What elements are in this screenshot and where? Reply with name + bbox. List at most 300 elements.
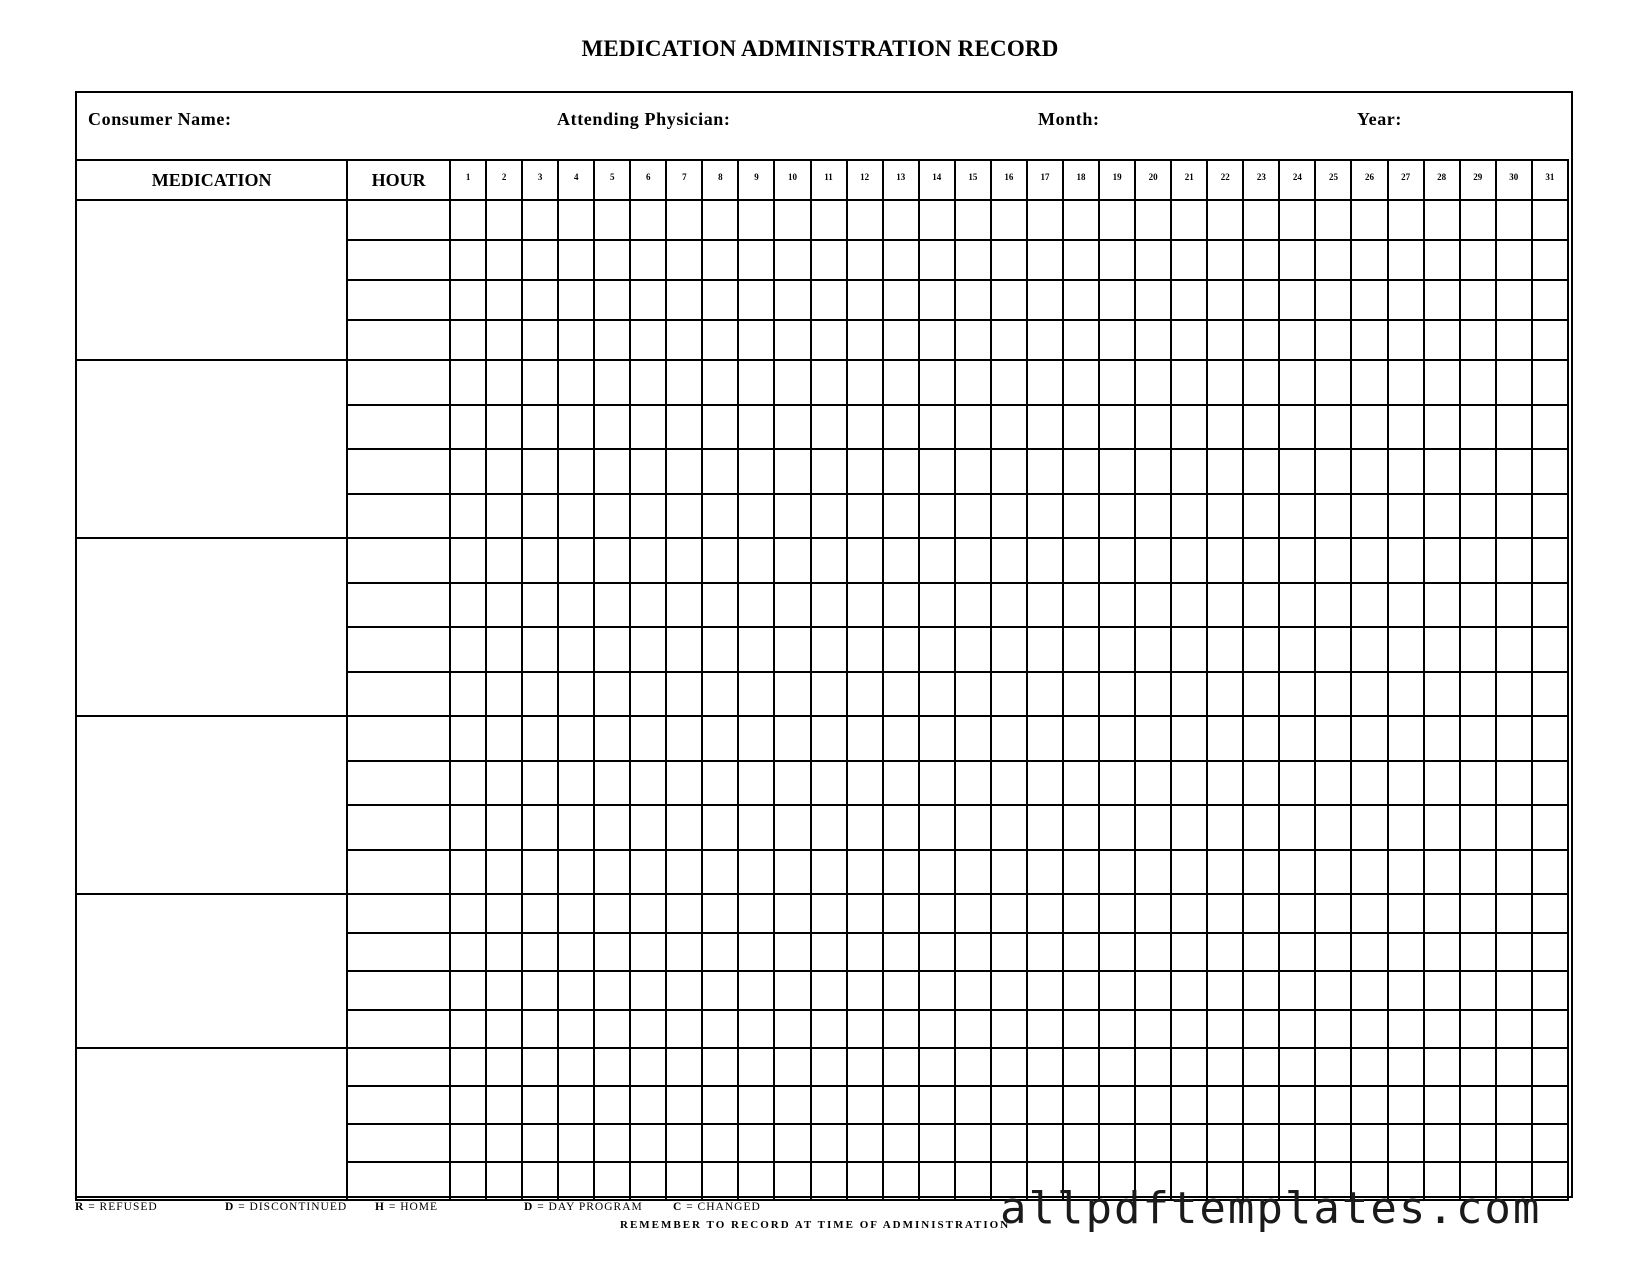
day-entry-cell[interactable] <box>1063 360 1099 405</box>
day-entry-cell[interactable] <box>811 627 847 672</box>
day-entry-cell[interactable] <box>666 971 702 1010</box>
day-entry-cell[interactable] <box>1351 320 1387 360</box>
day-entry-cell[interactable] <box>594 405 630 450</box>
day-entry-cell[interactable] <box>450 1124 486 1162</box>
day-entry-cell[interactable] <box>1243 405 1279 450</box>
day-entry-cell[interactable] <box>594 449 630 494</box>
day-entry-cell[interactable] <box>558 449 594 494</box>
day-entry-cell[interactable] <box>1315 583 1351 628</box>
day-entry-cell[interactable] <box>1388 971 1424 1010</box>
day-entry-cell[interactable] <box>1063 494 1099 539</box>
day-entry-cell[interactable] <box>883 538 919 583</box>
day-entry-cell[interactable] <box>1027 1010 1063 1049</box>
day-entry-cell[interactable] <box>955 360 991 405</box>
day-entry-cell[interactable] <box>847 449 883 494</box>
day-entry-cell[interactable] <box>450 280 486 320</box>
day-entry-cell[interactable] <box>1099 933 1135 972</box>
day-entry-cell[interactable] <box>1099 1048 1135 1086</box>
day-entry-cell[interactable] <box>1063 1010 1099 1049</box>
day-entry-cell[interactable] <box>1388 1124 1424 1162</box>
day-entry-cell[interactable] <box>811 971 847 1010</box>
day-entry-cell[interactable] <box>594 716 630 761</box>
day-entry-cell[interactable] <box>1496 894 1532 933</box>
day-entry-cell[interactable] <box>630 761 666 806</box>
day-entry-cell[interactable] <box>594 280 630 320</box>
day-entry-cell[interactable] <box>919 200 955 240</box>
day-entry-cell[interactable] <box>666 449 702 494</box>
day-entry-cell[interactable] <box>1027 320 1063 360</box>
day-entry-cell[interactable] <box>847 583 883 628</box>
day-entry-cell[interactable] <box>702 200 738 240</box>
day-entry-cell[interactable] <box>1243 850 1279 895</box>
day-entry-cell[interactable] <box>666 280 702 320</box>
day-entry-cell[interactable] <box>702 761 738 806</box>
day-entry-cell[interactable] <box>1351 494 1387 539</box>
day-entry-cell[interactable] <box>666 1162 702 1200</box>
day-entry-cell[interactable] <box>1135 1124 1171 1162</box>
day-entry-cell[interactable] <box>1388 933 1424 972</box>
day-entry-cell[interactable] <box>1279 280 1315 320</box>
day-entry-cell[interactable] <box>774 200 810 240</box>
day-entry-cell[interactable] <box>522 971 558 1010</box>
day-entry-cell[interactable] <box>666 627 702 672</box>
day-entry-cell[interactable] <box>1063 240 1099 280</box>
hour-entry-cell[interactable] <box>347 1048 450 1086</box>
day-entry-cell[interactable] <box>774 672 810 717</box>
day-entry-cell[interactable] <box>1135 280 1171 320</box>
day-entry-cell[interactable] <box>630 494 666 539</box>
day-entry-cell[interactable] <box>955 1048 991 1086</box>
day-entry-cell[interactable] <box>1135 240 1171 280</box>
day-entry-cell[interactable] <box>1063 538 1099 583</box>
day-entry-cell[interactable] <box>486 583 522 628</box>
day-entry-cell[interactable] <box>702 971 738 1010</box>
day-entry-cell[interactable] <box>558 850 594 895</box>
day-entry-cell[interactable] <box>919 360 955 405</box>
day-entry-cell[interactable] <box>1279 405 1315 450</box>
day-entry-cell[interactable] <box>883 280 919 320</box>
day-entry-cell[interactable] <box>1243 971 1279 1010</box>
day-entry-cell[interactable] <box>1532 1124 1568 1162</box>
day-entry-cell[interactable] <box>1279 933 1315 972</box>
day-entry-cell[interactable] <box>450 933 486 972</box>
day-entry-cell[interactable] <box>847 360 883 405</box>
day-entry-cell[interactable] <box>1135 805 1171 850</box>
day-entry-cell[interactable] <box>883 405 919 450</box>
day-entry-cell[interactable] <box>1424 1048 1460 1086</box>
day-entry-cell[interactable] <box>774 538 810 583</box>
day-entry-cell[interactable] <box>1460 850 1496 895</box>
day-entry-cell[interactable] <box>1027 583 1063 628</box>
day-entry-cell[interactable] <box>594 1086 630 1124</box>
day-entry-cell[interactable] <box>558 1086 594 1124</box>
day-entry-cell[interactable] <box>1171 405 1207 450</box>
day-entry-cell[interactable] <box>1315 1086 1351 1124</box>
day-entry-cell[interactable] <box>522 894 558 933</box>
day-entry-cell[interactable] <box>1315 1010 1351 1049</box>
day-entry-cell[interactable] <box>1315 894 1351 933</box>
day-entry-cell[interactable] <box>594 672 630 717</box>
day-entry-cell[interactable] <box>522 850 558 895</box>
day-entry-cell[interactable] <box>486 1124 522 1162</box>
day-entry-cell[interactable] <box>1279 850 1315 895</box>
day-entry-cell[interactable] <box>450 850 486 895</box>
day-entry-cell[interactable] <box>1207 1124 1243 1162</box>
day-entry-cell[interactable] <box>1243 280 1279 320</box>
day-entry-cell[interactable] <box>1388 716 1424 761</box>
day-entry-cell[interactable] <box>1460 583 1496 628</box>
day-entry-cell[interactable] <box>1496 240 1532 280</box>
day-entry-cell[interactable] <box>883 672 919 717</box>
day-entry-cell[interactable] <box>1171 761 1207 806</box>
day-entry-cell[interactable] <box>1388 240 1424 280</box>
day-entry-cell[interactable] <box>1532 1048 1568 1086</box>
day-entry-cell[interactable] <box>955 716 991 761</box>
day-entry-cell[interactable] <box>1063 672 1099 717</box>
day-entry-cell[interactable] <box>486 716 522 761</box>
day-entry-cell[interactable] <box>919 1162 955 1200</box>
hour-entry-cell[interactable] <box>347 761 450 806</box>
day-entry-cell[interactable] <box>630 716 666 761</box>
day-entry-cell[interactable] <box>1279 449 1315 494</box>
day-entry-cell[interactable] <box>1243 583 1279 628</box>
day-entry-cell[interactable] <box>1243 449 1279 494</box>
day-entry-cell[interactable] <box>450 360 486 405</box>
day-entry-cell[interactable] <box>919 538 955 583</box>
day-entry-cell[interactable] <box>1099 200 1135 240</box>
day-entry-cell[interactable] <box>1351 200 1387 240</box>
day-entry-cell[interactable] <box>1135 200 1171 240</box>
day-entry-cell[interactable] <box>1135 894 1171 933</box>
day-entry-cell[interactable] <box>630 405 666 450</box>
day-entry-cell[interactable] <box>522 320 558 360</box>
day-entry-cell[interactable] <box>1243 1124 1279 1162</box>
day-entry-cell[interactable] <box>1207 320 1243 360</box>
day-entry-cell[interactable] <box>1279 1086 1315 1124</box>
day-entry-cell[interactable] <box>1388 360 1424 405</box>
hour-entry-cell[interactable] <box>347 583 450 628</box>
day-entry-cell[interactable] <box>450 761 486 806</box>
day-entry-cell[interactable] <box>919 320 955 360</box>
day-entry-cell[interactable] <box>1171 1124 1207 1162</box>
day-entry-cell[interactable] <box>522 1086 558 1124</box>
day-entry-cell[interactable] <box>702 1010 738 1049</box>
day-entry-cell[interactable] <box>1532 1010 1568 1049</box>
day-entry-cell[interactable] <box>1027 360 1063 405</box>
day-entry-cell[interactable] <box>594 538 630 583</box>
day-entry-cell[interactable] <box>883 971 919 1010</box>
day-entry-cell[interactable] <box>991 1124 1027 1162</box>
day-entry-cell[interactable] <box>1460 538 1496 583</box>
day-entry-cell[interactable] <box>486 971 522 1010</box>
day-entry-cell[interactable] <box>1171 1010 1207 1049</box>
day-entry-cell[interactable] <box>1099 280 1135 320</box>
day-entry-cell[interactable] <box>630 280 666 320</box>
day-entry-cell[interactable] <box>1207 583 1243 628</box>
day-entry-cell[interactable] <box>1207 672 1243 717</box>
day-entry-cell[interactable] <box>486 627 522 672</box>
day-entry-cell[interactable] <box>1063 405 1099 450</box>
day-entry-cell[interactable] <box>666 1010 702 1049</box>
day-entry-cell[interactable] <box>1351 627 1387 672</box>
day-entry-cell[interactable] <box>1027 405 1063 450</box>
day-entry-cell[interactable] <box>1279 494 1315 539</box>
day-entry-cell[interactable] <box>1424 494 1460 539</box>
day-entry-cell[interactable] <box>522 672 558 717</box>
day-entry-cell[interactable] <box>847 716 883 761</box>
day-entry-cell[interactable] <box>450 672 486 717</box>
day-entry-cell[interactable] <box>738 1086 774 1124</box>
day-entry-cell[interactable] <box>522 200 558 240</box>
day-entry-cell[interactable] <box>486 894 522 933</box>
day-entry-cell[interactable] <box>955 1086 991 1124</box>
day-entry-cell[interactable] <box>955 1124 991 1162</box>
day-entry-cell[interactable] <box>738 320 774 360</box>
day-entry-cell[interactable] <box>630 933 666 972</box>
day-entry-cell[interactable] <box>1207 449 1243 494</box>
day-entry-cell[interactable] <box>1496 850 1532 895</box>
day-entry-cell[interactable] <box>1027 1086 1063 1124</box>
day-entry-cell[interactable] <box>847 1086 883 1124</box>
day-entry-cell[interactable] <box>738 360 774 405</box>
day-entry-cell[interactable] <box>847 280 883 320</box>
day-entry-cell[interactable] <box>1496 1048 1532 1086</box>
day-entry-cell[interactable] <box>1532 360 1568 405</box>
day-entry-cell[interactable] <box>955 200 991 240</box>
day-entry-cell[interactable] <box>1279 716 1315 761</box>
day-entry-cell[interactable] <box>883 583 919 628</box>
day-entry-cell[interactable] <box>594 1048 630 1086</box>
day-entry-cell[interactable] <box>1099 850 1135 895</box>
day-entry-cell[interactable] <box>811 716 847 761</box>
day-entry-cell[interactable] <box>450 1048 486 1086</box>
day-entry-cell[interactable] <box>1099 494 1135 539</box>
day-entry-cell[interactable] <box>702 494 738 539</box>
medication-entry-cell[interactable] <box>76 538 347 716</box>
day-entry-cell[interactable] <box>1532 1086 1568 1124</box>
day-entry-cell[interactable] <box>811 583 847 628</box>
day-entry-cell[interactable] <box>1171 240 1207 280</box>
day-entry-cell[interactable] <box>811 200 847 240</box>
day-entry-cell[interactable] <box>738 1124 774 1162</box>
day-entry-cell[interactable] <box>1279 805 1315 850</box>
day-entry-cell[interactable] <box>955 805 991 850</box>
day-entry-cell[interactable] <box>666 894 702 933</box>
day-entry-cell[interactable] <box>1424 627 1460 672</box>
day-entry-cell[interactable] <box>1388 1048 1424 1086</box>
day-entry-cell[interactable] <box>919 672 955 717</box>
day-entry-cell[interactable] <box>1424 894 1460 933</box>
day-entry-cell[interactable] <box>1532 894 1568 933</box>
day-entry-cell[interactable] <box>558 240 594 280</box>
day-entry-cell[interactable] <box>1315 716 1351 761</box>
day-entry-cell[interactable] <box>774 1086 810 1124</box>
day-entry-cell[interactable] <box>955 1162 991 1200</box>
day-entry-cell[interactable] <box>774 971 810 1010</box>
day-entry-cell[interactable] <box>919 280 955 320</box>
day-entry-cell[interactable] <box>1099 894 1135 933</box>
medication-entry-cell[interactable] <box>76 894 347 1048</box>
hour-entry-cell[interactable] <box>347 1124 450 1162</box>
day-entry-cell[interactable] <box>450 1010 486 1049</box>
day-entry-cell[interactable] <box>883 716 919 761</box>
day-entry-cell[interactable] <box>1063 1124 1099 1162</box>
day-entry-cell[interactable] <box>919 761 955 806</box>
day-entry-cell[interactable] <box>883 360 919 405</box>
day-entry-cell[interactable] <box>1243 805 1279 850</box>
day-entry-cell[interactable] <box>738 805 774 850</box>
day-entry-cell[interactable] <box>919 1086 955 1124</box>
day-entry-cell[interactable] <box>883 1086 919 1124</box>
day-entry-cell[interactable] <box>522 933 558 972</box>
day-entry-cell[interactable] <box>1135 672 1171 717</box>
day-entry-cell[interactable] <box>450 1162 486 1200</box>
day-entry-cell[interactable] <box>1424 761 1460 806</box>
day-entry-cell[interactable] <box>738 761 774 806</box>
day-entry-cell[interactable] <box>1460 672 1496 717</box>
day-entry-cell[interactable] <box>1424 405 1460 450</box>
day-entry-cell[interactable] <box>847 894 883 933</box>
day-entry-cell[interactable] <box>1171 672 1207 717</box>
day-entry-cell[interactable] <box>955 538 991 583</box>
day-entry-cell[interactable] <box>991 200 1027 240</box>
day-entry-cell[interactable] <box>630 1086 666 1124</box>
day-entry-cell[interactable] <box>1243 933 1279 972</box>
day-entry-cell[interactable] <box>666 320 702 360</box>
day-entry-cell[interactable] <box>919 627 955 672</box>
day-entry-cell[interactable] <box>1424 360 1460 405</box>
day-entry-cell[interactable] <box>1351 761 1387 806</box>
hour-entry-cell[interactable] <box>347 1010 450 1049</box>
day-entry-cell[interactable] <box>1135 627 1171 672</box>
day-entry-cell[interactable] <box>774 494 810 539</box>
day-entry-cell[interactable] <box>774 850 810 895</box>
day-entry-cell[interactable] <box>558 627 594 672</box>
day-entry-cell[interactable] <box>486 449 522 494</box>
day-entry-cell[interactable] <box>1027 894 1063 933</box>
day-entry-cell[interactable] <box>702 933 738 972</box>
day-entry-cell[interactable] <box>991 538 1027 583</box>
day-entry-cell[interactable] <box>630 672 666 717</box>
day-entry-cell[interactable] <box>702 1124 738 1162</box>
day-entry-cell[interactable] <box>1460 1048 1496 1086</box>
day-entry-cell[interactable] <box>594 971 630 1010</box>
day-entry-cell[interactable] <box>522 1162 558 1200</box>
day-entry-cell[interactable] <box>666 1048 702 1086</box>
day-entry-cell[interactable] <box>450 805 486 850</box>
day-entry-cell[interactable] <box>1351 850 1387 895</box>
day-entry-cell[interactable] <box>1135 320 1171 360</box>
day-entry-cell[interactable] <box>1171 360 1207 405</box>
day-entry-cell[interactable] <box>811 405 847 450</box>
day-entry-cell[interactable] <box>486 280 522 320</box>
day-entry-cell[interactable] <box>1135 850 1171 895</box>
day-entry-cell[interactable] <box>1351 538 1387 583</box>
day-entry-cell[interactable] <box>1532 716 1568 761</box>
day-entry-cell[interactable] <box>847 761 883 806</box>
day-entry-cell[interactable] <box>738 1010 774 1049</box>
day-entry-cell[interactable] <box>1496 538 1532 583</box>
day-entry-cell[interactable] <box>630 1010 666 1049</box>
day-entry-cell[interactable] <box>738 1162 774 1200</box>
day-entry-cell[interactable] <box>955 583 991 628</box>
day-entry-cell[interactable] <box>1027 761 1063 806</box>
day-entry-cell[interactable] <box>594 933 630 972</box>
day-entry-cell[interactable] <box>1171 850 1207 895</box>
day-entry-cell[interactable] <box>702 538 738 583</box>
day-entry-cell[interactable] <box>702 805 738 850</box>
day-entry-cell[interactable] <box>774 627 810 672</box>
day-entry-cell[interactable] <box>1171 971 1207 1010</box>
day-entry-cell[interactable] <box>1063 933 1099 972</box>
day-entry-cell[interactable] <box>955 1010 991 1049</box>
day-entry-cell[interactable] <box>774 583 810 628</box>
day-entry-cell[interactable] <box>1460 627 1496 672</box>
day-entry-cell[interactable] <box>991 280 1027 320</box>
day-entry-cell[interactable] <box>847 672 883 717</box>
day-entry-cell[interactable] <box>1027 971 1063 1010</box>
day-entry-cell[interactable] <box>450 583 486 628</box>
day-entry-cell[interactable] <box>1063 1086 1099 1124</box>
day-entry-cell[interactable] <box>558 761 594 806</box>
day-entry-cell[interactable] <box>1388 1010 1424 1049</box>
day-entry-cell[interactable] <box>919 240 955 280</box>
day-entry-cell[interactable] <box>1351 672 1387 717</box>
day-entry-cell[interactable] <box>1424 805 1460 850</box>
day-entry-cell[interactable] <box>1496 933 1532 972</box>
day-entry-cell[interactable] <box>991 240 1027 280</box>
day-entry-cell[interactable] <box>847 1048 883 1086</box>
day-entry-cell[interactable] <box>594 320 630 360</box>
day-entry-cell[interactable] <box>558 805 594 850</box>
day-entry-cell[interactable] <box>1243 494 1279 539</box>
day-entry-cell[interactable] <box>1135 971 1171 1010</box>
day-entry-cell[interactable] <box>1460 1124 1496 1162</box>
day-entry-cell[interactable] <box>1351 280 1387 320</box>
day-entry-cell[interactable] <box>774 1010 810 1049</box>
day-entry-cell[interactable] <box>1099 761 1135 806</box>
hour-entry-cell[interactable] <box>347 405 450 450</box>
day-entry-cell[interactable] <box>1460 405 1496 450</box>
day-entry-cell[interactable] <box>450 494 486 539</box>
day-entry-cell[interactable] <box>1424 240 1460 280</box>
medication-entry-cell[interactable] <box>76 200 347 360</box>
day-entry-cell[interactable] <box>1027 1124 1063 1162</box>
day-entry-cell[interactable] <box>1460 933 1496 972</box>
day-entry-cell[interactable] <box>738 894 774 933</box>
day-entry-cell[interactable] <box>1460 494 1496 539</box>
day-entry-cell[interactable] <box>1315 538 1351 583</box>
day-entry-cell[interactable] <box>847 200 883 240</box>
day-entry-cell[interactable] <box>1496 280 1532 320</box>
day-entry-cell[interactable] <box>1351 1086 1387 1124</box>
day-entry-cell[interactable] <box>1351 1124 1387 1162</box>
day-entry-cell[interactable] <box>1099 1124 1135 1162</box>
day-entry-cell[interactable] <box>774 894 810 933</box>
day-entry-cell[interactable] <box>1135 583 1171 628</box>
day-entry-cell[interactable] <box>1207 933 1243 972</box>
day-entry-cell[interactable] <box>883 320 919 360</box>
day-entry-cell[interactable] <box>811 761 847 806</box>
day-entry-cell[interactable] <box>1171 627 1207 672</box>
day-entry-cell[interactable] <box>1099 1010 1135 1049</box>
day-entry-cell[interactable] <box>486 320 522 360</box>
day-entry-cell[interactable] <box>1135 449 1171 494</box>
day-entry-cell[interactable] <box>450 971 486 1010</box>
day-entry-cell[interactable] <box>522 449 558 494</box>
day-entry-cell[interactable] <box>666 1086 702 1124</box>
hour-entry-cell[interactable] <box>347 716 450 761</box>
